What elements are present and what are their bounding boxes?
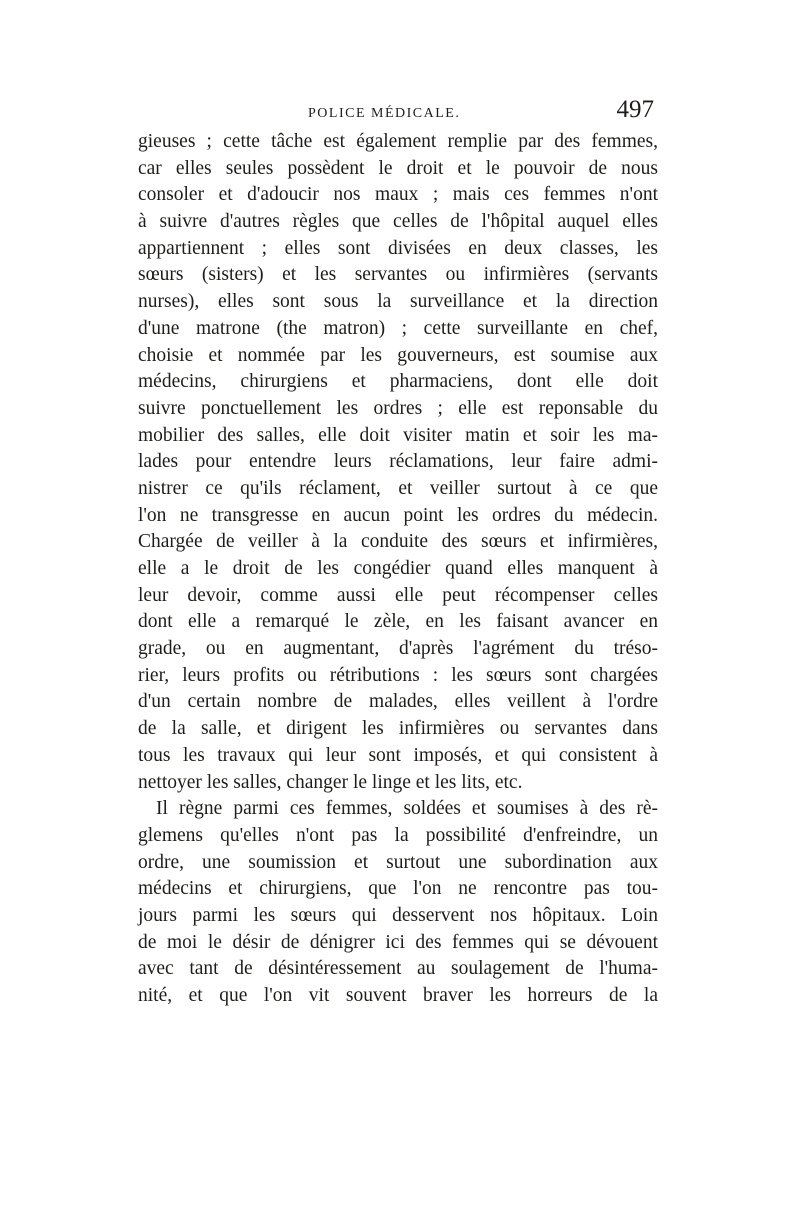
text-line: grade, ou en augmentant, d'après l'agrément du tréso- xyxy=(138,638,658,660)
text-line: car elles seules possèdent le droit et le pouvoir de nous xyxy=(138,157,658,179)
text-line: tous les travaux qui leur sont imposés, et qui consistent à xyxy=(138,744,658,766)
text-line: lades pour entendre leurs réclamations, leur faire admi- xyxy=(138,451,658,473)
text-line: leur devoir, comme aussi elle peut récompenser celles xyxy=(138,584,658,606)
text-line: médecins, chirurgiens et pharmaciens, dont elle doit xyxy=(138,371,658,393)
body-text xyxy=(138,129,658,1010)
text-line: consoler et d'adoucir nos maux ; mais ces femmes n'ont xyxy=(138,184,658,206)
text-line: nité, et que l'on vit souvent braver les horreurs de la xyxy=(138,985,658,1006)
text-line: d'un certain nombre de malades, elles veillent à l'ordre xyxy=(138,691,658,713)
text-line: choisie et nommée par les gouverneurs, est soumise aux xyxy=(138,344,658,366)
text-line: dont elle a remarqué le zèle, en les faisant avancer en xyxy=(138,611,658,633)
text-line: gieuses ; cette tâche est également remplie par des femmes, xyxy=(138,131,658,152)
text-line: l'on ne transgresse en aucun point les ordres du médecin. xyxy=(138,504,658,526)
text-line: nettoyer les salles, changer le linge et les lits, etc. xyxy=(138,771,523,793)
text-line: appartiennent ; elles sont divisées en deux classes, les xyxy=(138,237,658,259)
page-number: 497 xyxy=(616,96,654,123)
page-header xyxy=(138,96,658,132)
text-line: mobilier des salles, elle doit visiter matin et soir les ma- xyxy=(138,424,658,446)
text-line: ordre, une soumission et surtout une subordination aux xyxy=(138,851,658,873)
text-line: nistrer ce qu'ils réclament, et veiller surtout à ce que xyxy=(138,477,658,499)
running-head: POLICE MÉDICALE. xyxy=(308,106,461,121)
text-line: d'une matrone (the matron) ; cette surveillante en chef, xyxy=(138,317,658,339)
text-line: de la salle, et dirigent les infirmières ou servantes dans xyxy=(138,718,658,740)
text-line: nurses), elles sont sous la surveillance et la direction xyxy=(138,291,658,313)
text-line: sœurs (sisters) et les servantes ou infirmières (servants xyxy=(138,264,658,286)
text-line: rier, leurs profits ou rétributions : les sœurs sont chargées xyxy=(138,664,658,686)
text-line: jours parmi les sœurs qui desservent nos hôpitaux. Loin xyxy=(138,904,658,926)
paragraph-start-line: Il règne parmi ces femmes, soldées et soumises à des rè- xyxy=(156,798,658,820)
text-line: elle a le droit de les congédier quand elles manquent à xyxy=(138,558,658,579)
text-line: avec tant de désintéressement au soulagement de l'huma- xyxy=(138,958,658,980)
text-line: de moi le désir de dénigrer ici des femmes qui se dévouent xyxy=(138,931,658,953)
text-line: suivre ponctuellement les ordres ; elle est reponsable du xyxy=(138,397,658,419)
text-line: glemens qu'elles n'ont pas la possibilité d'enfreindre, un xyxy=(138,824,658,846)
text-line: à suivre d'autres règles que celles de l'hôpital auquel elles xyxy=(138,211,658,233)
text-line: médecins et chirurgiens, que l'on ne rencontre pas tou- xyxy=(138,878,658,900)
text-line: Chargée de veiller à la conduite des sœurs et infirmières, xyxy=(138,531,658,553)
